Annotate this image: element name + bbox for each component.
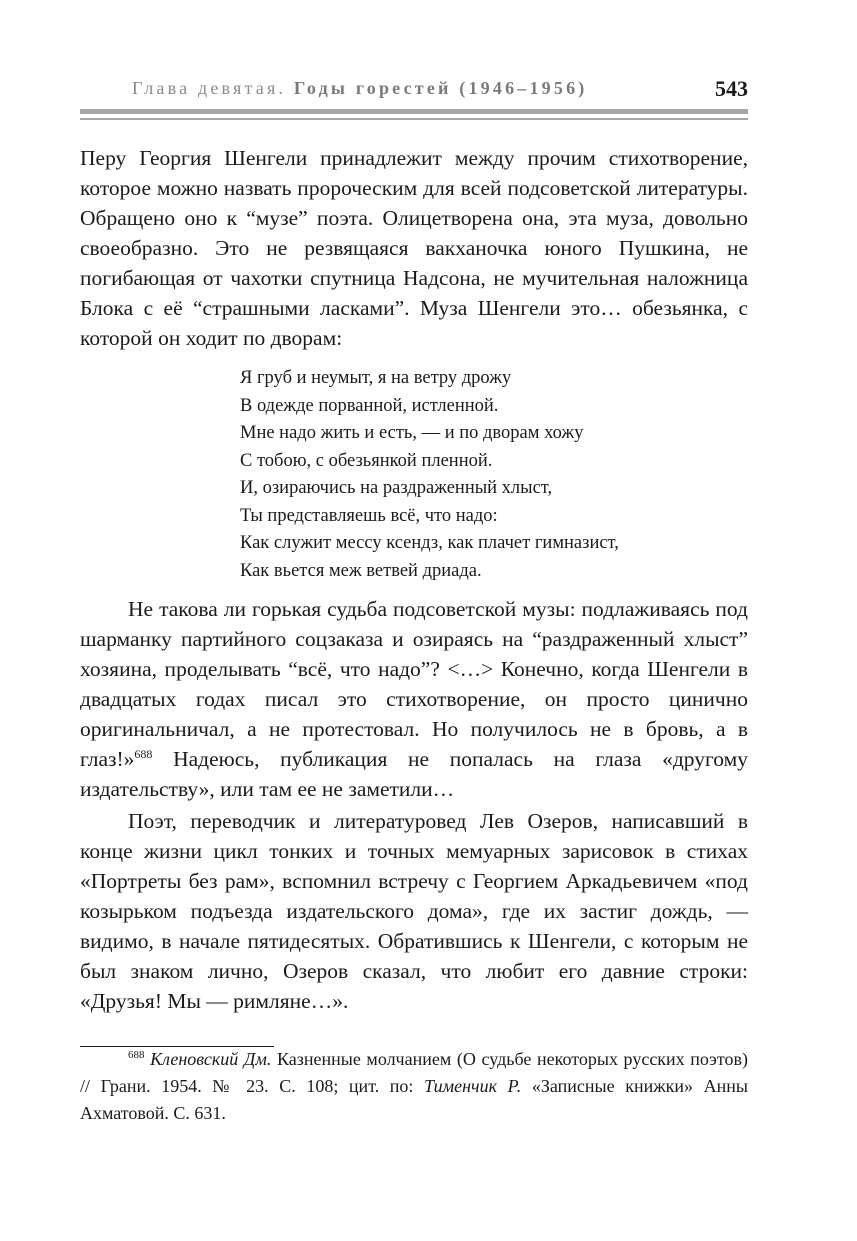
- poem-line: Как служит мессу ксендз, как плачет гимназист,: [240, 533, 619, 553]
- poem-line: Мне надо жить и есть, — и по дворам хожу: [240, 423, 584, 443]
- footnote-reference[interactable]: 688: [134, 746, 153, 761]
- paragraph-2-main: Не такова ли горькая судьба подсоветской музы: подлаживаясь под шарманку партийного соцзаказа и озираясь на “раздраженный хлыст” хозяина, проделывать “всё, что надо”? <…> Конечно, когда Шенгели в двадцатых годах писал это стихотворение, он просто цинично оригинальничал, а не протестовал. Но получилось не в бровь, а в глаз!»: [80, 597, 748, 771]
- paragraph-2: [80, 594, 748, 804]
- header-rule-thin: [80, 118, 748, 120]
- header-rule-thick: [80, 109, 748, 114]
- footnote-author-2: Тименчик Р.: [424, 1076, 522, 1096]
- running-head: [132, 78, 587, 99]
- footnote-number: 688: [128, 1049, 145, 1061]
- poem-line: Как вьется меж ветвей дриада.: [240, 560, 482, 581]
- chapter-title: Годы горестей (1946–1956): [293, 78, 588, 98]
- page-number: 543: [715, 76, 748, 101]
- paragraph-3: Поэт, переводчик и литературовед Лев Озеров, написавший в конце жизни цикл тонких и точных мемуарных зарисовок в стихах «Портреты без рам», вспомнил встречу с Георгием Аркадьевичем «под козырьком подъезда издательского дома», где их застиг дождь, — видимо, в начале пятидесятых. Обратившись к Шенгели, с которым не был знаком лично, Озеров сказал, что любит его давние строки: «Друзья! Мы — римляне…».: [80, 809, 748, 1013]
- footnote: [80, 1046, 748, 1127]
- poem-line: И, озираючись на раздраженный хлыст,: [240, 478, 553, 498]
- paragraph-1: Перу Георгия Шенгели принадлежит между прочим стихотворение, которое можно назвать пророческим для всей подсоветской литературы. Обращено оно к “музе” поэта. Олицетворена она, эта муза, довольно своеобразно. Это не резвящаяся вакханочка юного Пушкина, не погибающая от чахотки спутница Надсона, не мучительная наложница Блока с её “страшными ласками”. Муза Шенгели это… обезьянка, с которой он ходит по дворам:: [80, 146, 748, 350]
- footnote-text-2: «Записные книжки» Анны Ахматовой. С. 631.: [80, 1076, 748, 1123]
- paragraph-2-tail: Надеюсь, публикация не попалась на глаза «другому издательству», или там ее не заметили…: [80, 747, 748, 801]
- poem-line: В одежде порванной, истленной.: [240, 395, 499, 416]
- poem-line: Ты представляешь всё, что надо:: [240, 505, 498, 526]
- page-header: [80, 76, 748, 106]
- footnote-author-1: Кленовский Дм.: [150, 1049, 272, 1069]
- chapter-label: Глава девятая.: [132, 78, 287, 98]
- poem-line: С тобою, с обезьянкой пленной.: [240, 450, 493, 471]
- poem-line: Я груб и неумыт, я на ветру дрожу: [240, 368, 512, 388]
- poem-quote: [240, 365, 619, 585]
- footnote-text-1: Казненные молчанием (О судьбе некоторых русских поэтов) // Грани. 1954. № 23. С. 108; цит. по:: [80, 1049, 749, 1096]
